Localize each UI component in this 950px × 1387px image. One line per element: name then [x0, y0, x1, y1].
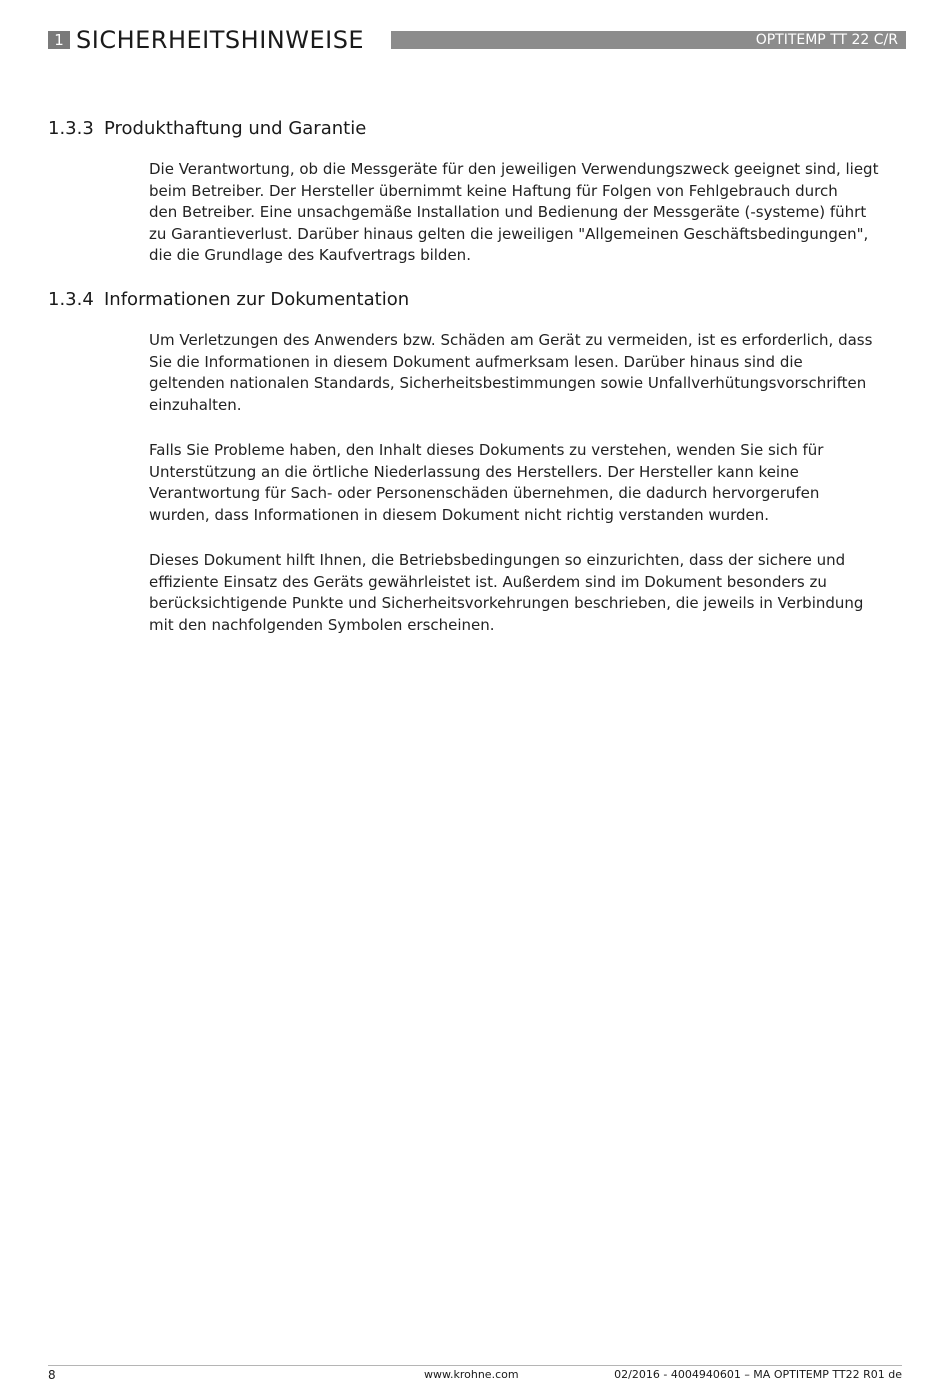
section-heading-produkthaftung [48, 118, 366, 139]
paragraph: Um Verletzungen des Anwenders bzw. Schäden am Gerät zu vermeiden, ist es erforderlich, dass Sie die Informationen in diesem Dokument aufmerksam lesen. Darüber hinaus sind die geltenden nationalen Standards, Sicherheitsbestimmungen sowie Unfallverhütungsvorschriften einzuhalten. [149, 331, 873, 414]
section-title: Informationen zur Dokumentation [104, 289, 410, 310]
section-number: 1.3.3 [48, 118, 94, 139]
section-title: Produkthaftung und Garantie [104, 118, 367, 139]
section-number: 1.3.4 [48, 289, 94, 310]
footer-website: www.krohne.com [424, 1368, 519, 1381]
chapter-number-badge: 1 [48, 31, 70, 49]
header-bar [391, 31, 906, 49]
chapter-title: SICHERHEITSHINWEISE [76, 26, 365, 54]
page-header [48, 26, 906, 54]
product-name: OPTITEMP TT 22 C/R [755, 32, 898, 48]
footer-divider [48, 1365, 902, 1366]
paragraph: Falls Sie Probleme haben, den Inhalt dieses Dokuments zu verstehen, wenden Sie sich für Unterstützung an die örtliche Niederlassung des Herstellers. Der Hersteller kann keine Verantwortung für Sach- oder Personenschäden übernehmen, die dadurch hervorgerufen wurden, dass Informationen in diesem Dokument nicht richtig verstanden wurden. [149, 441, 824, 524]
page-number: 8 [48, 1368, 56, 1382]
footer-document-id: 02/2016 - 4004940601 – MA OPTITEMP TT22 R01 de [614, 1368, 902, 1381]
paragraph: Dieses Dokument hilft Ihnen, die Betriebsbedingungen so einzurichten, dass der sichere und effiziente Einsatz des Geräts gewährleistet ist. Außerdem sind im Dokument besonders zu berücksichtigende Punkte und Sicherheitsvorkehrungen beschrieben, die jeweils in Verbindung mit den nachfolgenden Symbolen erscheinen. [149, 551, 864, 634]
section-heading-dokumentation [48, 289, 409, 310]
paragraph: Die Verantwortung, ob die Messgeräte für den jeweiligen Verwendungszweck geeignet sind, liegt beim Betreiber. Der Hersteller übernimmt keine Haftung für Folgen von Fehlgebrauch durch den Betreiber. Eine unsachgemäße Installation und Bedienung der Messgeräte (-systeme) führt zu Garantieverlust. Darüber hinaus gelten die jeweiligen "Allgemeinen Geschäftsbedingungen", die die Grundlage des Kaufvertrags bilden. [149, 160, 879, 265]
